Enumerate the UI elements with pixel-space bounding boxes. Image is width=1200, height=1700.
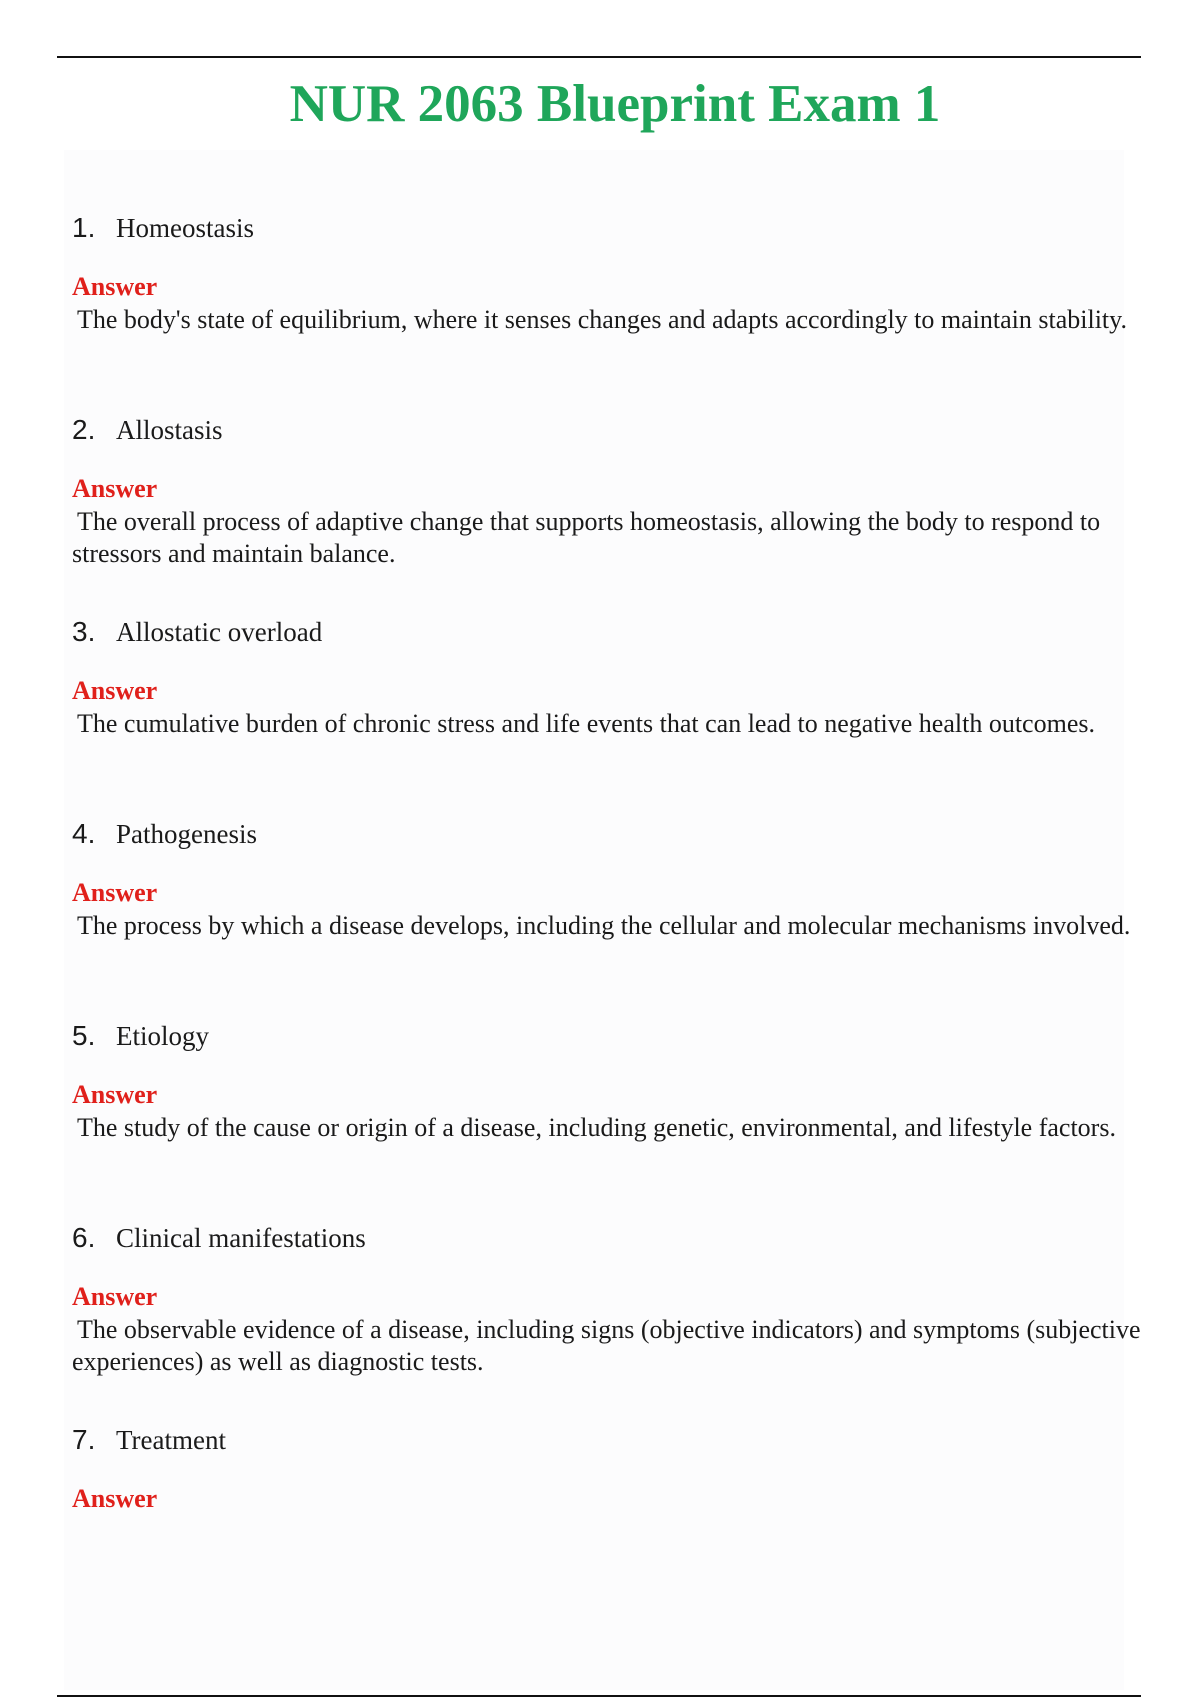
- question-line: [72, 210, 1152, 246]
- answer-label: Answer: [72, 1282, 158, 1311]
- question-term: Treatment: [116, 1424, 226, 1455]
- question-block: [72, 816, 1152, 942]
- answer-text: The study of the cause or origin of a disease, including genetic, environmental, and lifestyle factors.: [77, 1113, 1116, 1142]
- answer-text: The process by which a disease develops, including the cellular and molecular mechanisms involved.: [77, 911, 1131, 940]
- question-number: 6.: [72, 1222, 96, 1253]
- question-number: 5.: [72, 1020, 96, 1051]
- question-number: 3.: [72, 616, 96, 647]
- answer-text: The observable evidence of a disease, including signs (objective indicators) and symptoms (subjective experiences) as well as diagnostic tests.: [72, 1315, 1141, 1376]
- answer-text: The cumulative burden of chronic stress and life events that can lead to negative health outcomes.: [77, 709, 1095, 738]
- answer-label: Answer: [72, 878, 158, 907]
- question-term: Pathogenesis: [116, 818, 257, 849]
- bottom-rule: [57, 1695, 1141, 1697]
- question-number: 1.: [72, 212, 96, 243]
- question-term: Allostasis: [116, 414, 223, 445]
- answer-label: Answer: [72, 1484, 158, 1513]
- question-block: [72, 1018, 1152, 1144]
- page-title: NUR 2063 Blueprint Exam 1: [289, 75, 941, 133]
- question-block: [72, 614, 1152, 740]
- top-rule: [57, 56, 1141, 58]
- question-term: Homeostasis: [116, 212, 254, 243]
- answer-label: Answer: [72, 474, 158, 503]
- answer-label: Answer: [72, 272, 158, 301]
- question-block: [72, 1422, 1152, 1514]
- question-line: [72, 1018, 1152, 1054]
- question-line: [72, 1422, 1152, 1458]
- question-line: [72, 614, 1152, 650]
- question-line: [72, 412, 1152, 448]
- question-term: Allostatic overload: [116, 616, 323, 647]
- answer-label: Answer: [72, 676, 158, 705]
- question-block: [72, 210, 1152, 336]
- question-block: [72, 1220, 1152, 1378]
- answer-text: The overall process of adaptive change that supports homeostasis, allowing the body to respond to stressors and maintain balance.: [72, 507, 1101, 568]
- question-term: Clinical manifestations: [116, 1222, 366, 1253]
- question-term: Etiology: [116, 1020, 209, 1051]
- question-number: 2.: [72, 414, 96, 445]
- question-line: [72, 1220, 1152, 1256]
- answer-text: The body's state of equilibrium, where it senses changes and adapts accordingly to maintain stability.: [77, 305, 1127, 334]
- question-block: [72, 412, 1152, 570]
- question-number: 7.: [72, 1424, 96, 1455]
- answer-label: Answer: [72, 1080, 158, 1109]
- question-number: 4.: [72, 818, 96, 849]
- question-line: [72, 816, 1152, 852]
